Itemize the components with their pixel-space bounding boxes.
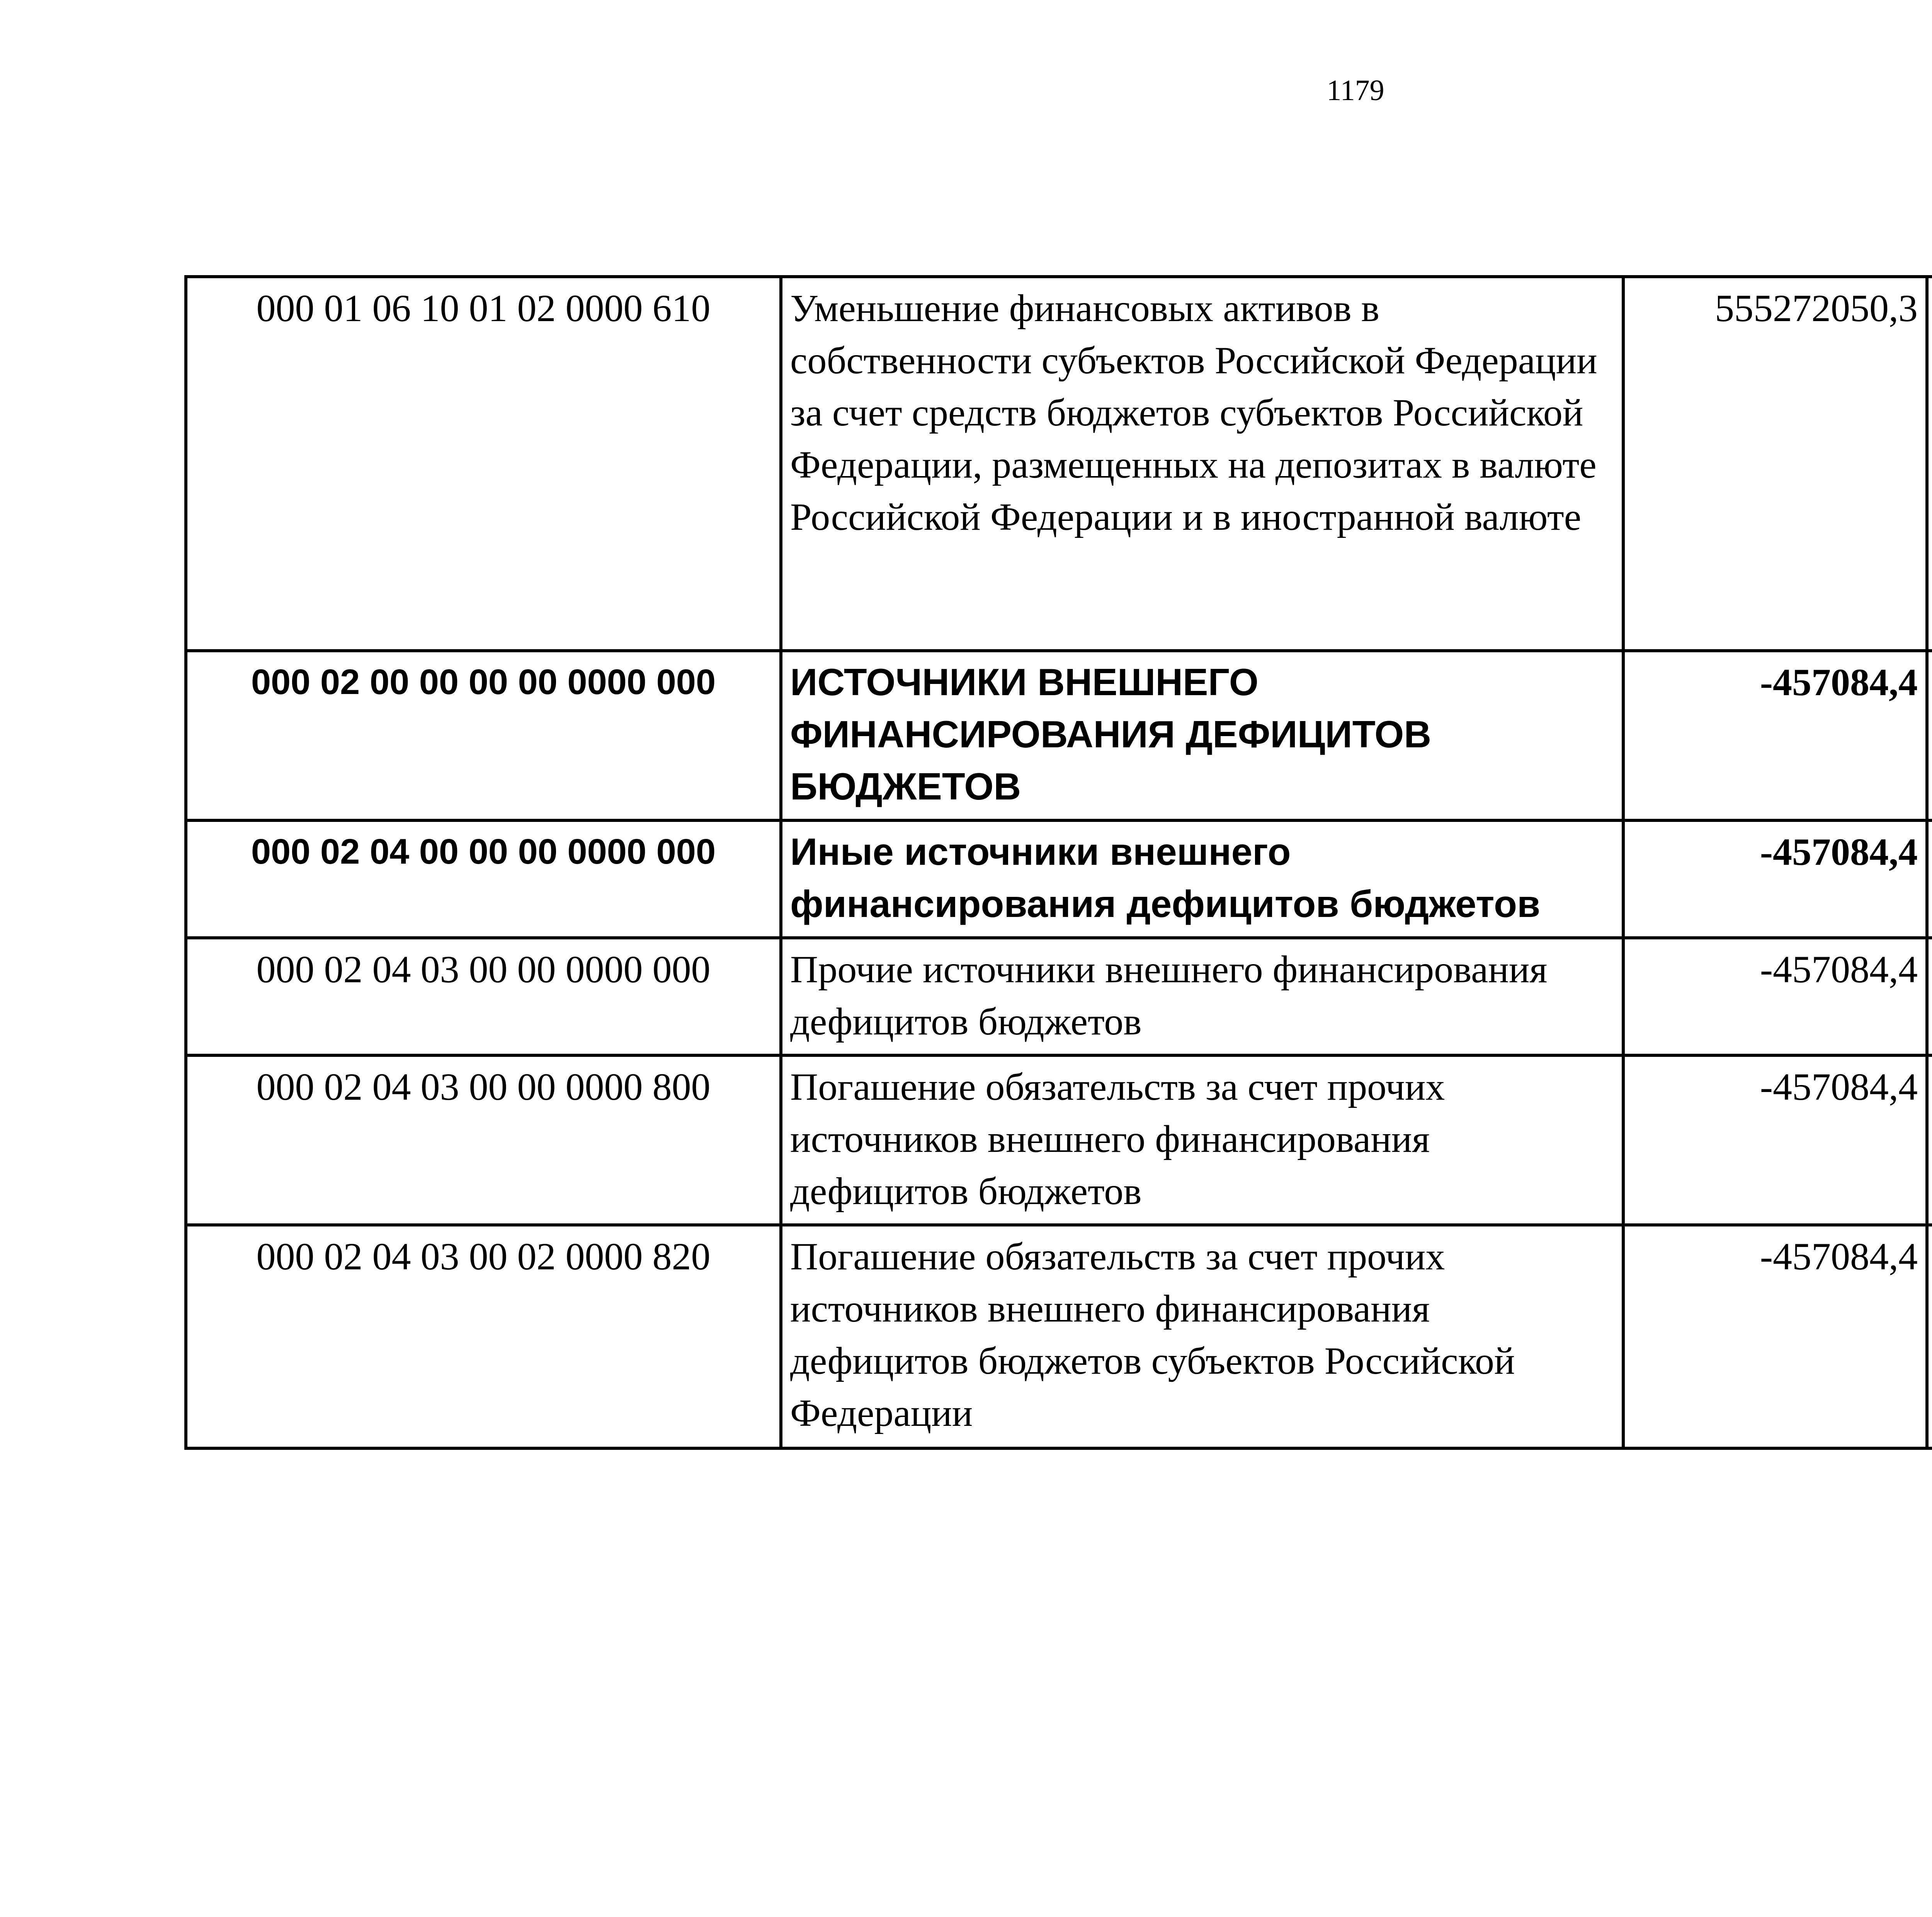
- table-row: [186, 938, 1932, 1055]
- budget-sources-table: [184, 275, 1932, 1450]
- amount-cell-2: [1927, 938, 1932, 1055]
- amount-cell-2: [1927, 1225, 1932, 1448]
- table-row: [186, 820, 1932, 938]
- table-row: [186, 1055, 1932, 1225]
- budget-code-cell: 000 02 04 00 00 00 0000 000: [186, 820, 781, 938]
- amount-cell-1: -457084,4: [1623, 938, 1927, 1055]
- budget-name-cell: Иные источники внешнего финансирования дефицитов бюджетов: [781, 820, 1623, 938]
- budget-code-cell: 000 01 06 10 01 02 0000 610: [186, 277, 781, 651]
- amount-cell-1: -457084,4: [1623, 1055, 1927, 1225]
- amount-cell-1: -457084,4: [1623, 820, 1927, 938]
- budget-name-cell: Погашение обязательств за счет прочих источников внешнего финансирования дефицитов бюджетов: [781, 1055, 1623, 1225]
- amount-cell-2: [1927, 820, 1932, 938]
- budget-code-cell: 000 02 04 03 00 02 0000 820: [186, 1225, 781, 1448]
- table-row: [186, 651, 1932, 820]
- amount-cell-2: [1927, 277, 1932, 651]
- budget-name-cell: ИСТОЧНИКИ ВНЕШНЕГО ФИНАНСИРОВАНИЯ ДЕФИЦИТОВ БЮДЖЕТОВ: [781, 651, 1623, 820]
- amount-cell-2: [1927, 651, 1932, 820]
- budget-name-cell: Прочие источники внешнего финансирования дефицитов бюджетов: [781, 938, 1623, 1055]
- budget-code-cell: 000 02 04 03 00 00 0000 800: [186, 1055, 781, 1225]
- budget-code-cell: 000 02 00 00 00 00 0000 000: [186, 651, 781, 820]
- table-row: [186, 1225, 1932, 1448]
- table-row: [186, 277, 1932, 651]
- budget-name-cell: Уменьшение финансовых активов в собственности субъектов Российской Федерации за счет средств бюджетов субъектов Российской Федерации, размещенных на депозитах в валюте Российской Федерации и в иностранной валюте: [781, 277, 1623, 651]
- amount-cell-1: -457084,4: [1623, 651, 1927, 820]
- page-number: 1179: [1327, 74, 1384, 107]
- budget-code-cell: 000 02 04 03 00 00 0000 000: [186, 938, 781, 1055]
- budget-name-cell: Погашение обязательств за счет прочих источников внешнего финансирования дефицитов бюджетов субъектов Российской Федерации: [781, 1225, 1623, 1448]
- amount-cell-1: 555272050,3: [1623, 277, 1927, 651]
- amount-cell-1: -457084,4: [1623, 1225, 1927, 1448]
- amount-cell-2: [1927, 1055, 1932, 1225]
